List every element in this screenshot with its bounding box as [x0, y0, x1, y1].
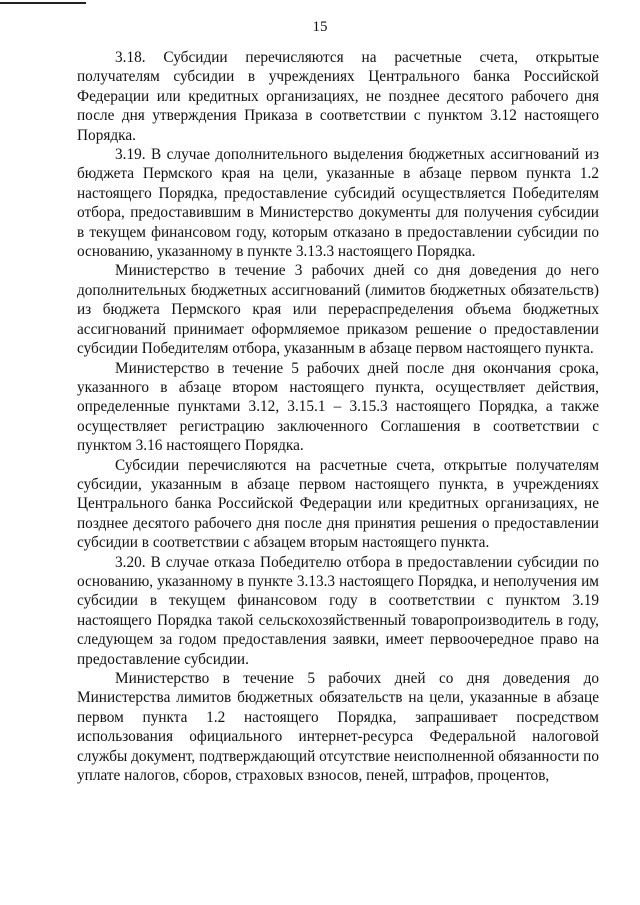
paragraph-3-19-third: Министерство в течение 5 рабочих дней после дня окончания срока, указанного в абзаце втором настоящего пункта, осуществляет действия, определенные пунктами 3.12, 3.15.1 – 3.15.3 настоящего Порядка, а также осуществляет регистрацию заключенного Соглашения в соответствии с пунктом 3.16 настоящего Порядка.: [77, 359, 599, 455]
paragraph-3-20-second: Министерство в течение 5 рабочих дней со дня доведения до Министерства лимитов бюджетных обязательств на цели, указанные в абзаце первом пункта 1.2 настоящего Порядка, запрашивает посредством использования официального интернет-ресурса Федеральной налоговой службы документ, подтверждающий отсутствие неисполненной обязанности по уплате налогов, сборов, страховых взносов, пеней, штрафов, процентов,: [77, 670, 599, 785]
top-rule: [0, 2, 86, 4]
document-body: [77, 48, 599, 785]
paragraph-3-19-second: Министерство в течение 3 рабочих дней со дня доведения до него дополнительных бюджетных ассигнований (лимитов бюджетных обязательств) из бюджета Пермского края или перераспределения объема бюджетных ассигнований принимает оформляемое приказом решение о предоставлении субсидии Победителям отбора, указанным в абзаце первом настоящего пункта.: [77, 262, 599, 358]
paragraph-3-18: 3.18. Субсидии перечисляются на расчетные счета, открытые получателям субсидии в учреждениях Центрального банка Российской Федерации или кредитных организациях, не позднее десятого рабочего дня после дня утверждения Приказа в соответствии с пунктом 3.12 настоящего Порядка.: [77, 49, 599, 144]
paragraph-3-20: 3.20. В случае отказа Победителю отбора в предоставлении субсидии по основанию, указанному в пункте 3.13.3 настоящего Порядка, и неполучения им субсидии в текущем финансовом году в соответствии с пунктом 3.19 настоящего Порядка такой сельскохозяйственный товаропроизводитель в году, следующем за годом предоставления заявки, имеет первоочередное право на предоставление субсидии.: [77, 553, 599, 668]
paragraph-3-19-fourth: Субсидии перечисляются на расчетные счета, открытые получателям субсидии, указанным в абзаце первом настоящего пункта, в учреждениях Центрального банка Российской Федерации или кредитных организациях, не позднее десятого рабочего дня после дня принятия решения о предоставлении субсидии в соответствии с абзацем вторым настоящего пункта.: [77, 456, 599, 552]
page-number: 15: [312, 19, 328, 35]
paragraph-3-19: 3.19. В случае дополнительного выделения бюджетных ассигнований из бюджета Пермского края на цели, указанные в абзаце первом пункта 1.2 настоящего Порядка, предоставление субсидий осуществляется Победителям отбора, предоставившим в Министерство документы для получения субсидии в текущем финансовом году, которым отказано в предоставлении субсидии по основанию, указанному в пункте 3.13.3 настоящего Порядка.: [77, 146, 599, 261]
